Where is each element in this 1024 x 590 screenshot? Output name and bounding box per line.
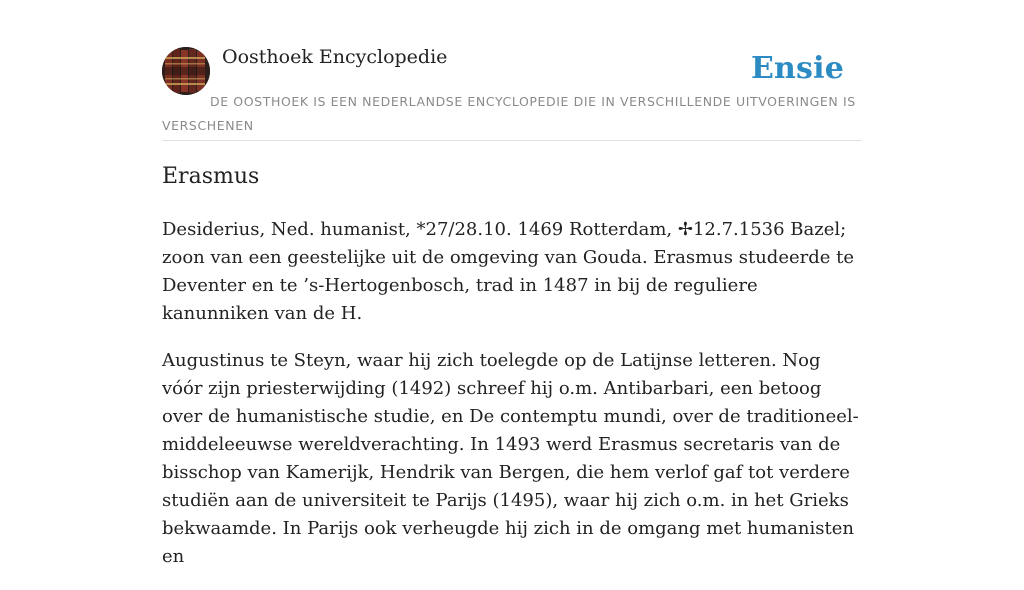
article-body <box>162 216 862 590</box>
page <box>162 0 862 567</box>
site-tagline: DE OOSTHOEK IS EEN NEDERLANDSE ENCYCLOPEDIE DIE IN VERSCHILLENDE UITVOERINGEN IS VERSCHENEN <box>162 94 856 133</box>
article-paragraph: Augustinus te Steyn, waar hij zich toelegde op de Latijnse letteren. Nog vóór zijn priesterwijding (1492) schreef hij o.m. Antibarbari, een betoog over de humanistische studie, en De contemptu mundi, over de traditioneel-middeleeuwse wereldverachting. In 1493 werd Erasmus secretaris van de bisschop van Kamerijk, Hendrik van Bergen, die hem verlof gaf tot verdere studiën aan de universiteit te Parijs (1495), waar hij zich o.m. in het Grieks bekwaamde. In Parijs ook verheugde hij zich in de omgang met humanisten en <box>162 350 859 567</box>
site-title[interactable]: Oosthoek Encyclopedie <box>222 46 448 68</box>
article-title: Erasmus <box>162 164 260 189</box>
brand-logo[interactable]: Ensie <box>750 51 844 86</box>
article-paragraph: Desiderius, Ned. humanist, *27/28.10. 1469 Rotterdam, ✢12.7.1536 Bazel; zoon van een geestelijke uit de omgeving van Gouda. Erasmus studeerde te Deventer en te ’s-Hertogenbosch, trad in 1487 in bij de reguliere kanunniken van de H. <box>162 219 855 324</box>
encyclopedia-books-icon <box>162 47 210 95</box>
site-avatar[interactable] <box>162 47 210 95</box>
site-header <box>162 0 862 141</box>
